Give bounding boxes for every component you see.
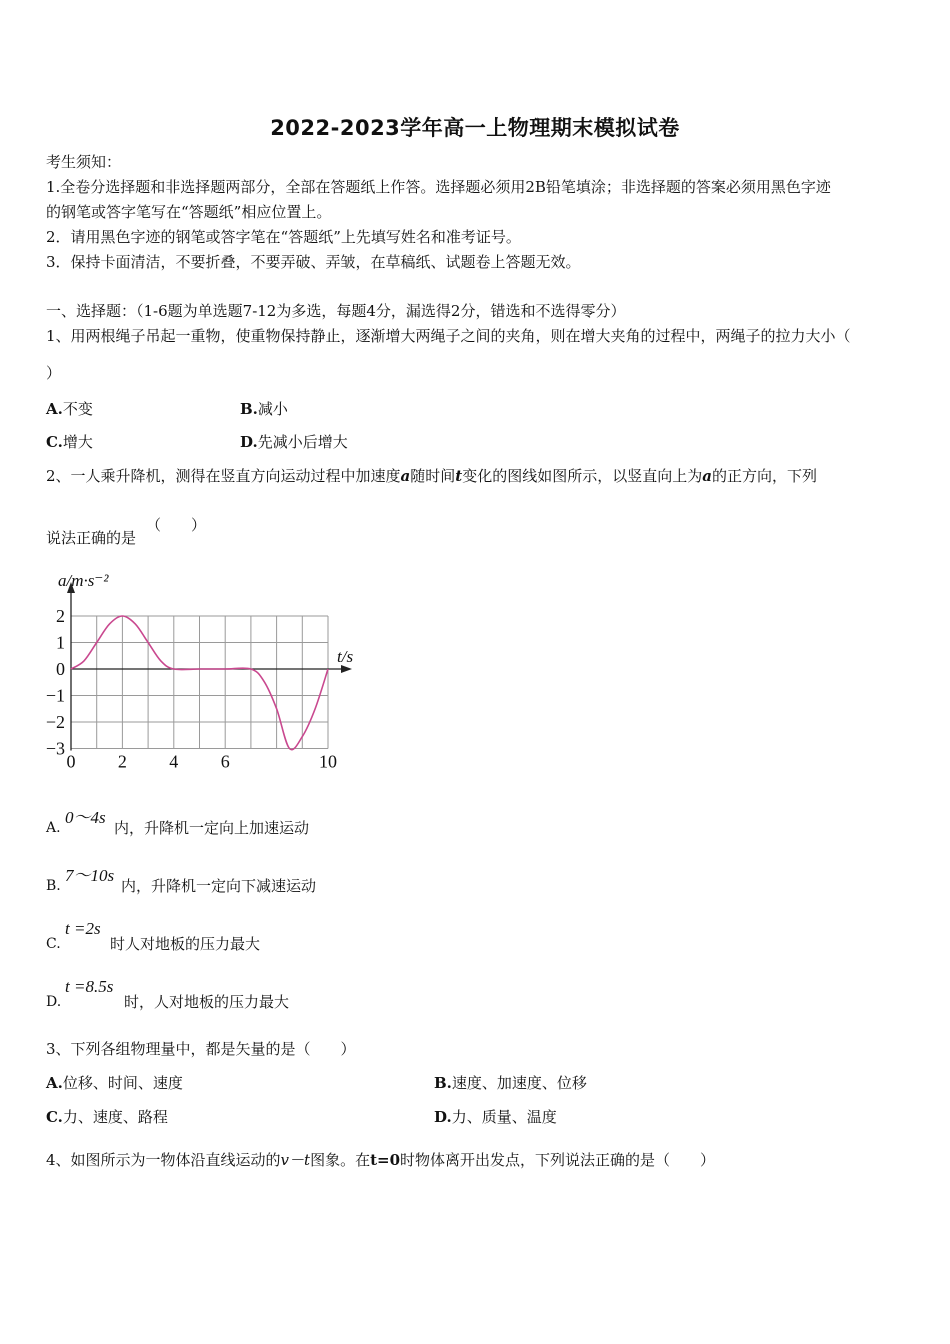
option-text: 时，人对地板的压力最大 (124, 993, 290, 1011)
y-tick-label: −2 (45, 712, 65, 732)
option-label: A. (46, 1074, 63, 1092)
section-heading: 一、选择题：（1-6题为单选题7-12为多选，每题4分，漏选得2分，错选和不选得零分） (46, 302, 626, 320)
option-text: 力、质量、温度 (451, 1108, 557, 1126)
option-label: C. (46, 433, 63, 451)
q2-stem-part-1: 2、一人乘升降机，测得在竖直方向运动过程中加速度 (46, 467, 401, 485)
q1-stem-line-1: 1、用两根绳子吊起一重物，使重物保持静止，逐渐增大两绳子之间的夹角，则在增大夹角的过程中，两绳子的拉力大小（ (46, 327, 851, 345)
y-tick-label: 1 (56, 632, 65, 653)
q2-stem-part-2: 随时间 (410, 467, 456, 485)
y-tick-label: 2 (56, 606, 65, 626)
q1-option-c[interactable] (46, 431, 93, 452)
x-tick-label: 10 (319, 751, 337, 772)
acceleration-time-chart (40, 563, 370, 775)
option-text: 位移、时间、速度 (62, 1074, 183, 1092)
y-tick-label: −3 (45, 738, 65, 759)
y-tick-label: −1 (45, 685, 65, 706)
option-label: D. (46, 994, 62, 1010)
option-math: t =8.5s (65, 977, 114, 996)
q2-var-a: a (400, 467, 411, 485)
option-text: 时人对地板的压力最大 (110, 935, 261, 953)
option-label: C. (46, 936, 61, 952)
q1-option-a[interactable] (46, 398, 93, 419)
notice-item-1-line-1: 1.全卷分选择题和非选择题两部分，全部在答题纸上作答。选择题必须用2B铅笔填涂；非选择题的答案必须用黑色字迹 (46, 178, 831, 196)
option-text: 力、速度、路程 (62, 1108, 168, 1126)
option-label: D. (240, 433, 258, 451)
q4-stem-part-2: 图象。在 (310, 1151, 371, 1169)
q2-stem-line-1 (46, 466, 817, 486)
option-math: 0～4s (65, 808, 106, 827)
option-label: B. (46, 878, 61, 894)
q2-stem-line-2: 说法正确的是 (46, 529, 137, 547)
q2-stem-part-4: 的正方向，下列 (711, 467, 817, 485)
option-text: 不变 (62, 400, 93, 418)
q3-option-a[interactable] (46, 1072, 183, 1093)
option-math: 7～10s (65, 866, 115, 885)
q2-stem-part-3: 变化的图线如图所示，以竖直向上为 (462, 467, 703, 485)
option-text: 速度、加速度、位移 (451, 1074, 587, 1092)
x-tick-label: 6 (220, 751, 230, 772)
option-label: A. (46, 400, 63, 418)
notice-item-3: 3．保持卡面清洁，不要折叠，不要弄破、弄皱，在草稿纸、试题卷上答题无效。 (46, 253, 581, 271)
q2-answer-paren: （ ） (146, 516, 207, 534)
x-tick-label: 0 (66, 751, 76, 772)
option-text: 减小 (257, 400, 288, 418)
option-text: 内，升降机一定向上加速运动 (114, 819, 310, 837)
y-tick-label: 0 (56, 659, 65, 679)
q2-var-t: t (455, 467, 463, 485)
x-tick-label: 2 (117, 751, 127, 772)
page-title: 2022-2023学年高一上物理期末模拟试卷 (270, 116, 680, 140)
q4-vt: v－t (280, 1151, 311, 1169)
x-tick-label: 4 (169, 751, 179, 772)
chart-grid (71, 616, 328, 749)
option-label: A. (46, 820, 61, 836)
option-math: t =2s (65, 919, 101, 938)
option-text: 增大 (62, 433, 93, 451)
q4-t0: t=0 (370, 1151, 401, 1169)
chart-axes (67, 582, 352, 751)
notice-heading: 考生须知： (46, 153, 122, 171)
q1-stem-line-2: ） (46, 364, 62, 382)
q3-option-c[interactable] (46, 1106, 168, 1127)
notice-item-2: 2．请用黑色字迹的钢笔或答字笔在“答题纸”上先填写姓名和准考证号。 (46, 228, 521, 246)
q3-option-b[interactable] (434, 1072, 587, 1093)
option-text: 内，升降机一定向下减速运动 (121, 877, 317, 895)
option-label: D. (434, 1108, 452, 1126)
q3-option-d[interactable] (434, 1106, 557, 1127)
q2-var-a-2: a (702, 467, 712, 485)
option-label: C. (46, 1108, 63, 1126)
notice-item-1-line-2: 的钢笔或答字笔写在“答题纸”相应位置上。 (46, 203, 332, 221)
option-label: B. (434, 1074, 452, 1092)
q1-option-b[interactable] (240, 398, 288, 419)
q4-stem-part-1: 4、如图所示为一物体沿直线运动的 (46, 1151, 281, 1169)
x-axis-label: t/s (337, 647, 354, 666)
q3-stem: 3、下列各组物理量中，都是矢量的是（ ） (46, 1040, 356, 1058)
option-label: B. (240, 400, 258, 418)
q4-stem (46, 1150, 715, 1170)
q1-option-d[interactable] (240, 431, 348, 452)
option-text: 先减小后增大 (257, 433, 348, 451)
q4-stem-part-3: 时物体离开出发点，下列说法正确的是（ ） (400, 1151, 716, 1169)
x-axis-arrow (341, 665, 352, 673)
y-axis-label: a/m·s⁻² (58, 571, 109, 590)
